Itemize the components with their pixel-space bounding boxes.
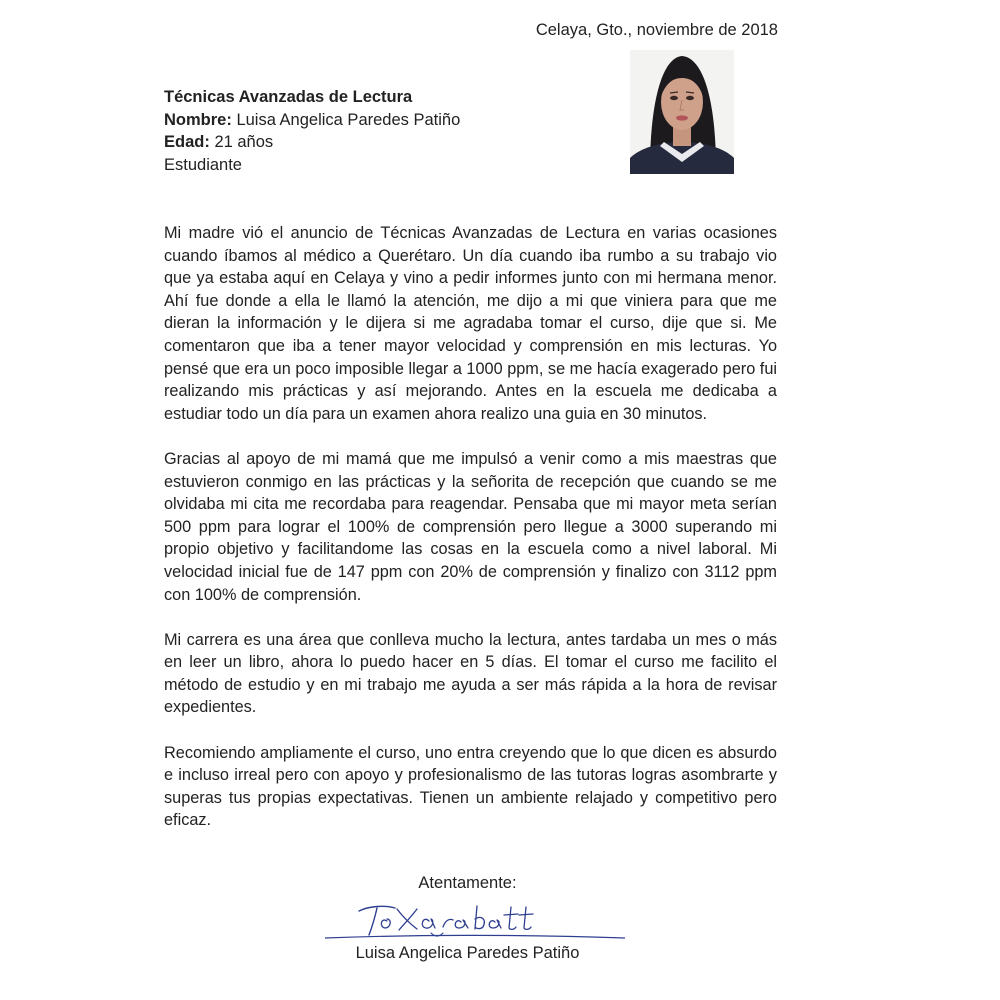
handwritten-signature [325, 897, 625, 945]
paragraph: Recomiendo ampliamente el curso, uno entra creyendo que lo que dicen es absurdo e incluso irreal pero con apoyo y profesionalismo de las tutoras logras asombrarte y superas tus propias expectativas. Tienen un ambiente relajado y competitivo pero eficaz. [164, 743, 777, 830]
occupation: Estudiante [164, 155, 242, 174]
name-label: Nombre: [164, 110, 232, 129]
paragraph: Mi madre vió el anuncio de Técnicas Avanzadas de Lectura en varias ocasiones cuando íbamos al médico a Querétaro. Un día cuando iba rumbo a su trabajo vio que ya estaba aquí en Celaya y vino a pedir informes junto con mi hermana menor. Ahí fue donde a ella le llamó la atención, me dijo a mi que viniera para que me dieran la información y le dijera si me agradaba tomar el curso, dije que si. Me comentaron que iba a tener mayor velocidad y comprensión en mis lecturas. Yo pensé que era un poco imposible llegar a 1000 ppm, se me hacía exagerado pero fui realizando mis prácticas y así mejorando. Antes en la escuela me dedicaba a estudiar todo un día para un examen ahora realizo una guia en 30 minutos. [164, 224, 777, 423]
signer-name: Luisa Angelica Paredes Patiño [355, 944, 580, 962]
age-line [164, 131, 460, 154]
applicant-photo [630, 50, 734, 174]
paragraph: Mi carrera es una área que conlleva mucho la lectura, antes tardaba un mes o más en leer un libro, ahora lo puedo hacer en 5 días. El tomar el curso me facilito el método de estudio y en mi trabajo me ayuda a ser más rápida a la hora de revisar expedientes. [164, 630, 777, 717]
name-value: Luisa Angelica Paredes Patiño [236, 110, 461, 129]
name-line [164, 109, 460, 132]
age-label: Edad: [164, 133, 210, 151]
program-title: Técnicas Avanzadas de Lectura [164, 88, 413, 106]
age-value: 21 años [214, 133, 274, 151]
letter-body [164, 222, 777, 855]
closing-salutation: Atentamente: [418, 874, 517, 892]
location-date: Celaya, Gto., noviembre de 2018 [535, 21, 778, 39]
letter-header [164, 86, 460, 176]
paragraph: Gracias al apoyo de mi mamá que me impulsó a venir como a mis maestras que estuvieron conmigo en las prácticas y la señorita de recepción que cuando se me olvidaba mi cita me recordaba para reagendar. Pensaba que mi mayor meta serían 500 ppm para lograr el 100% de comprensión pero llegue a 3000 superando mi propio objetivo y facilitandome las cosas en la escuela como a nivel laboral. Mi velocidad inicial fue de 147 ppm con 20% de comprensión y finalizo con 3112 ppm con 100% de comprensión. [164, 449, 777, 604]
